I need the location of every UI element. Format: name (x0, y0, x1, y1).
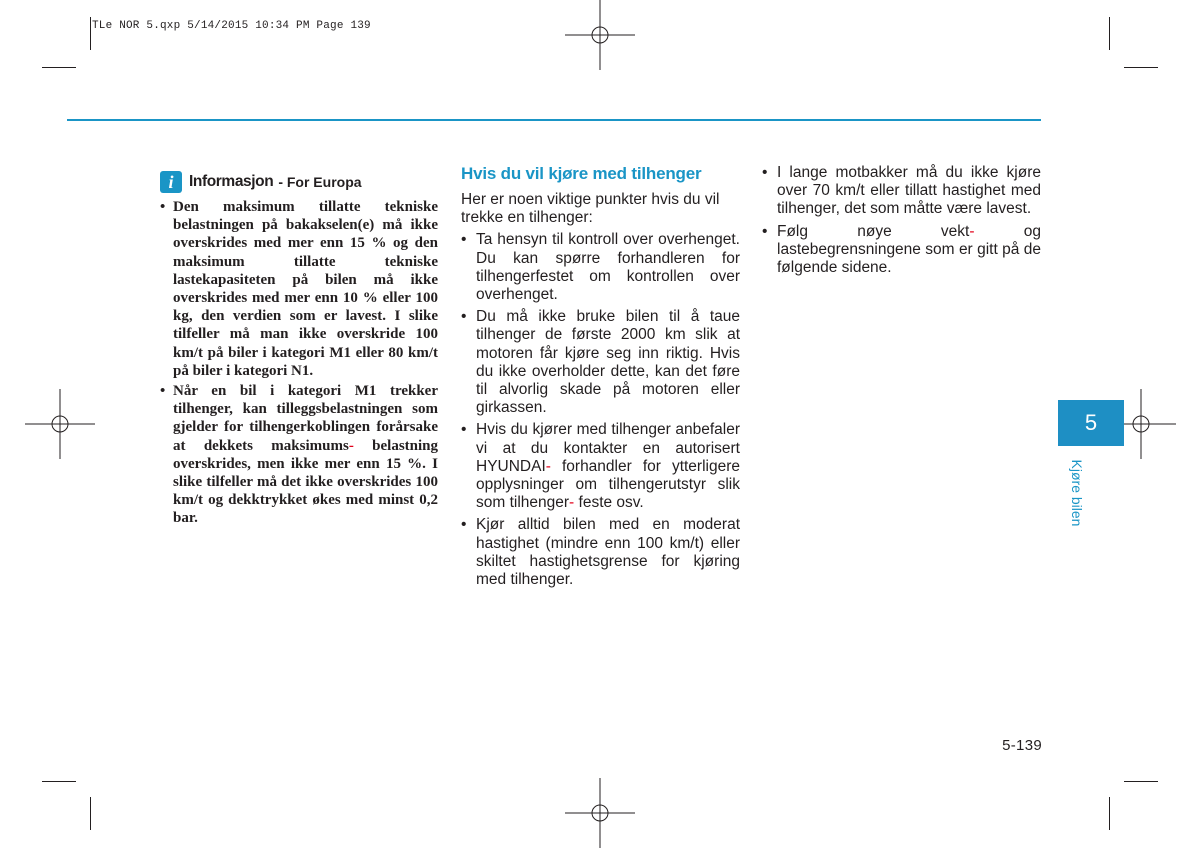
towing-section-continued (762, 164, 1041, 281)
info-section (160, 166, 438, 530)
print-slug: TLe NOR 5.qxp 5/14/2015 10:34 PM Page 139 (92, 20, 371, 32)
info-title: Informasjon (189, 173, 274, 190)
info-heading (160, 166, 438, 198)
registration-mark-icon (565, 0, 635, 70)
list-item: • Hvis du kjører med tilhenger anbefaler vi at du kontakter en autorisert HYUNDAI- forhandler for ytterligere opplysninger om tilhengerutstyr slik som tilhenger- feste osv. (461, 421, 740, 512)
chapter-tab: 5 (1058, 400, 1124, 446)
crop-mark (1124, 781, 1158, 782)
section-title: Hvis du vil kjøre med tilhenger (461, 164, 702, 183)
crop-mark (42, 67, 76, 68)
towing-section (461, 163, 740, 593)
towing-list (461, 231, 740, 589)
crop-mark (90, 797, 91, 830)
crop-mark (42, 781, 76, 782)
towing-list-continued (762, 164, 1041, 277)
crop-mark (90, 17, 91, 50)
registration-mark-icon (565, 778, 635, 848)
list-item: • Ta hensyn til kontroll over overhenget. Du kan spørre forhandleren for tilhengerfestet om kontrollen over overhenget. (461, 231, 740, 304)
crop-mark (1109, 797, 1110, 830)
chapter-label (1067, 454, 1087, 532)
crop-mark (1124, 67, 1158, 68)
crop-mark (1109, 17, 1110, 50)
list-item: • Når en bil i kategori M1 trekker tilhenger, kan tilleggsbelastningen som gjelder for tilhengerkoblingen forårsake at dekkets maksimums- belastning overskrides, men ikke mer enn 15 %. I slike tilfeller må det ikke overskrides 100 km/t og dekktrykket økes med minst 0,2 bar. (160, 382, 438, 528)
list-item: • I lange motbakker må du ikke kjøre over 70 km/t eller tillatt hastighet med tilhenger, det som måtte være lavest. (762, 164, 1041, 219)
registration-mark-icon (25, 389, 95, 459)
chapter-label-text: Kjøre bilen (1069, 459, 1085, 527)
list-item: • Du må ikke bruke bilen til å taue tilhenger de første 2000 km slik at motoren får kjøre seg inn riktig. Hvis du ikke overholder dette, kan det føre til alvorlig skade på motoren eller girkassen. (461, 308, 740, 417)
section-intro: Her er noen viktige punkter hvis du vil trekke en tilhenger: (461, 191, 720, 227)
info-icon: i (160, 171, 182, 193)
info-list (160, 198, 438, 528)
page-number: 5-139 (1002, 737, 1042, 754)
list-item: • Følg nøye vekt- og lastebegrensningene som er gitt på de følgende sidene. (762, 223, 1041, 278)
info-subtitle: - For Europa (278, 174, 362, 190)
header-rule (67, 119, 1041, 121)
list-item: • Kjør alltid bilen med en moderat hastighet (mindre enn 100 km/t) eller skiltet hastighetsgrense for kjøring med tilhenger. (461, 516, 740, 589)
list-item: • Den maksimum tillatte tekniske belastningen på bakakselen(e) må ikke overskrides med mer enn 15 % og den maksimum tillatte tekniske lastekapasiteten på bilen må ikke overskrides med mer enn 10 % eller 100 kg, den verdien som er lavest. I slike tilfeller må man ikke overskride 100 km/t på biler i kategori M1 eller 80 km/t på biler i kategori N1. (160, 198, 438, 380)
